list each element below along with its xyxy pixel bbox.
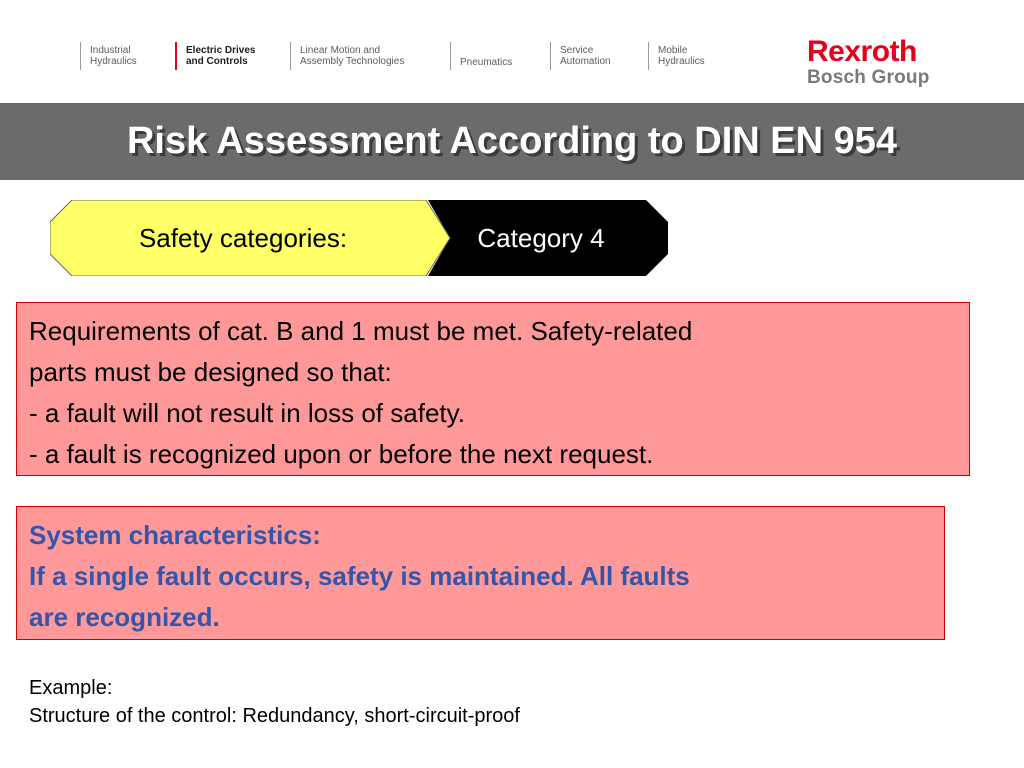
division-pneumatics [450, 42, 512, 70]
rexroth-logo [807, 37, 947, 89]
division-label: Hydraulics [658, 56, 705, 67]
division-mobile-hydraulics [648, 42, 705, 70]
example-heading: Example: [29, 677, 113, 699]
logo-group: Bosch Group [807, 67, 930, 88]
division-label: Hydraulics [90, 56, 137, 67]
requirements-line: parts must be designed so that: [29, 357, 392, 387]
division-label: Pneumatics [460, 56, 513, 68]
division-label: Linear Motion and [300, 44, 381, 56]
logo-brand: Rexroth [807, 35, 917, 68]
division-label: Industrial [90, 44, 131, 56]
title-bar [0, 103, 1024, 180]
division-industrial-hydraulics [80, 42, 137, 70]
division-electric-drives [175, 42, 256, 70]
requirements-line: - a fault will not result in loss of safety. [29, 398, 465, 428]
example-block [29, 674, 520, 730]
slide-title: Risk Assessment According to DIN EN 954 [126, 120, 898, 162]
system-characteristics-box [16, 506, 945, 640]
characteristics-heading: System characteristics: [29, 520, 321, 550]
division-label: Electric Drives [186, 44, 256, 56]
division-service-automation [550, 42, 611, 70]
category-indicator [50, 200, 670, 276]
category-value: Category 4 [477, 222, 605, 253]
division-label: Service [560, 44, 594, 56]
division-label: Assembly Technologies [300, 56, 405, 67]
division-label: Mobile [658, 44, 688, 56]
characteristics-line: If a single fault occurs, safety is maintained. All faults [29, 561, 690, 591]
division-label: Automation [560, 56, 611, 67]
requirements-line: - a fault is recognized upon or before the next request. [29, 439, 654, 469]
division-linear-motion [290, 42, 404, 70]
example-text: Structure of the control: Redundancy, short-circuit-proof [29, 705, 520, 727]
division-label: and Controls [186, 56, 248, 67]
requirements-line: Requirements of cat. B and 1 must be met. Safety-related [29, 316, 693, 346]
requirements-box [16, 302, 970, 476]
characteristics-line: are recognized. [29, 602, 220, 632]
category-label: Safety categories: [138, 222, 348, 253]
